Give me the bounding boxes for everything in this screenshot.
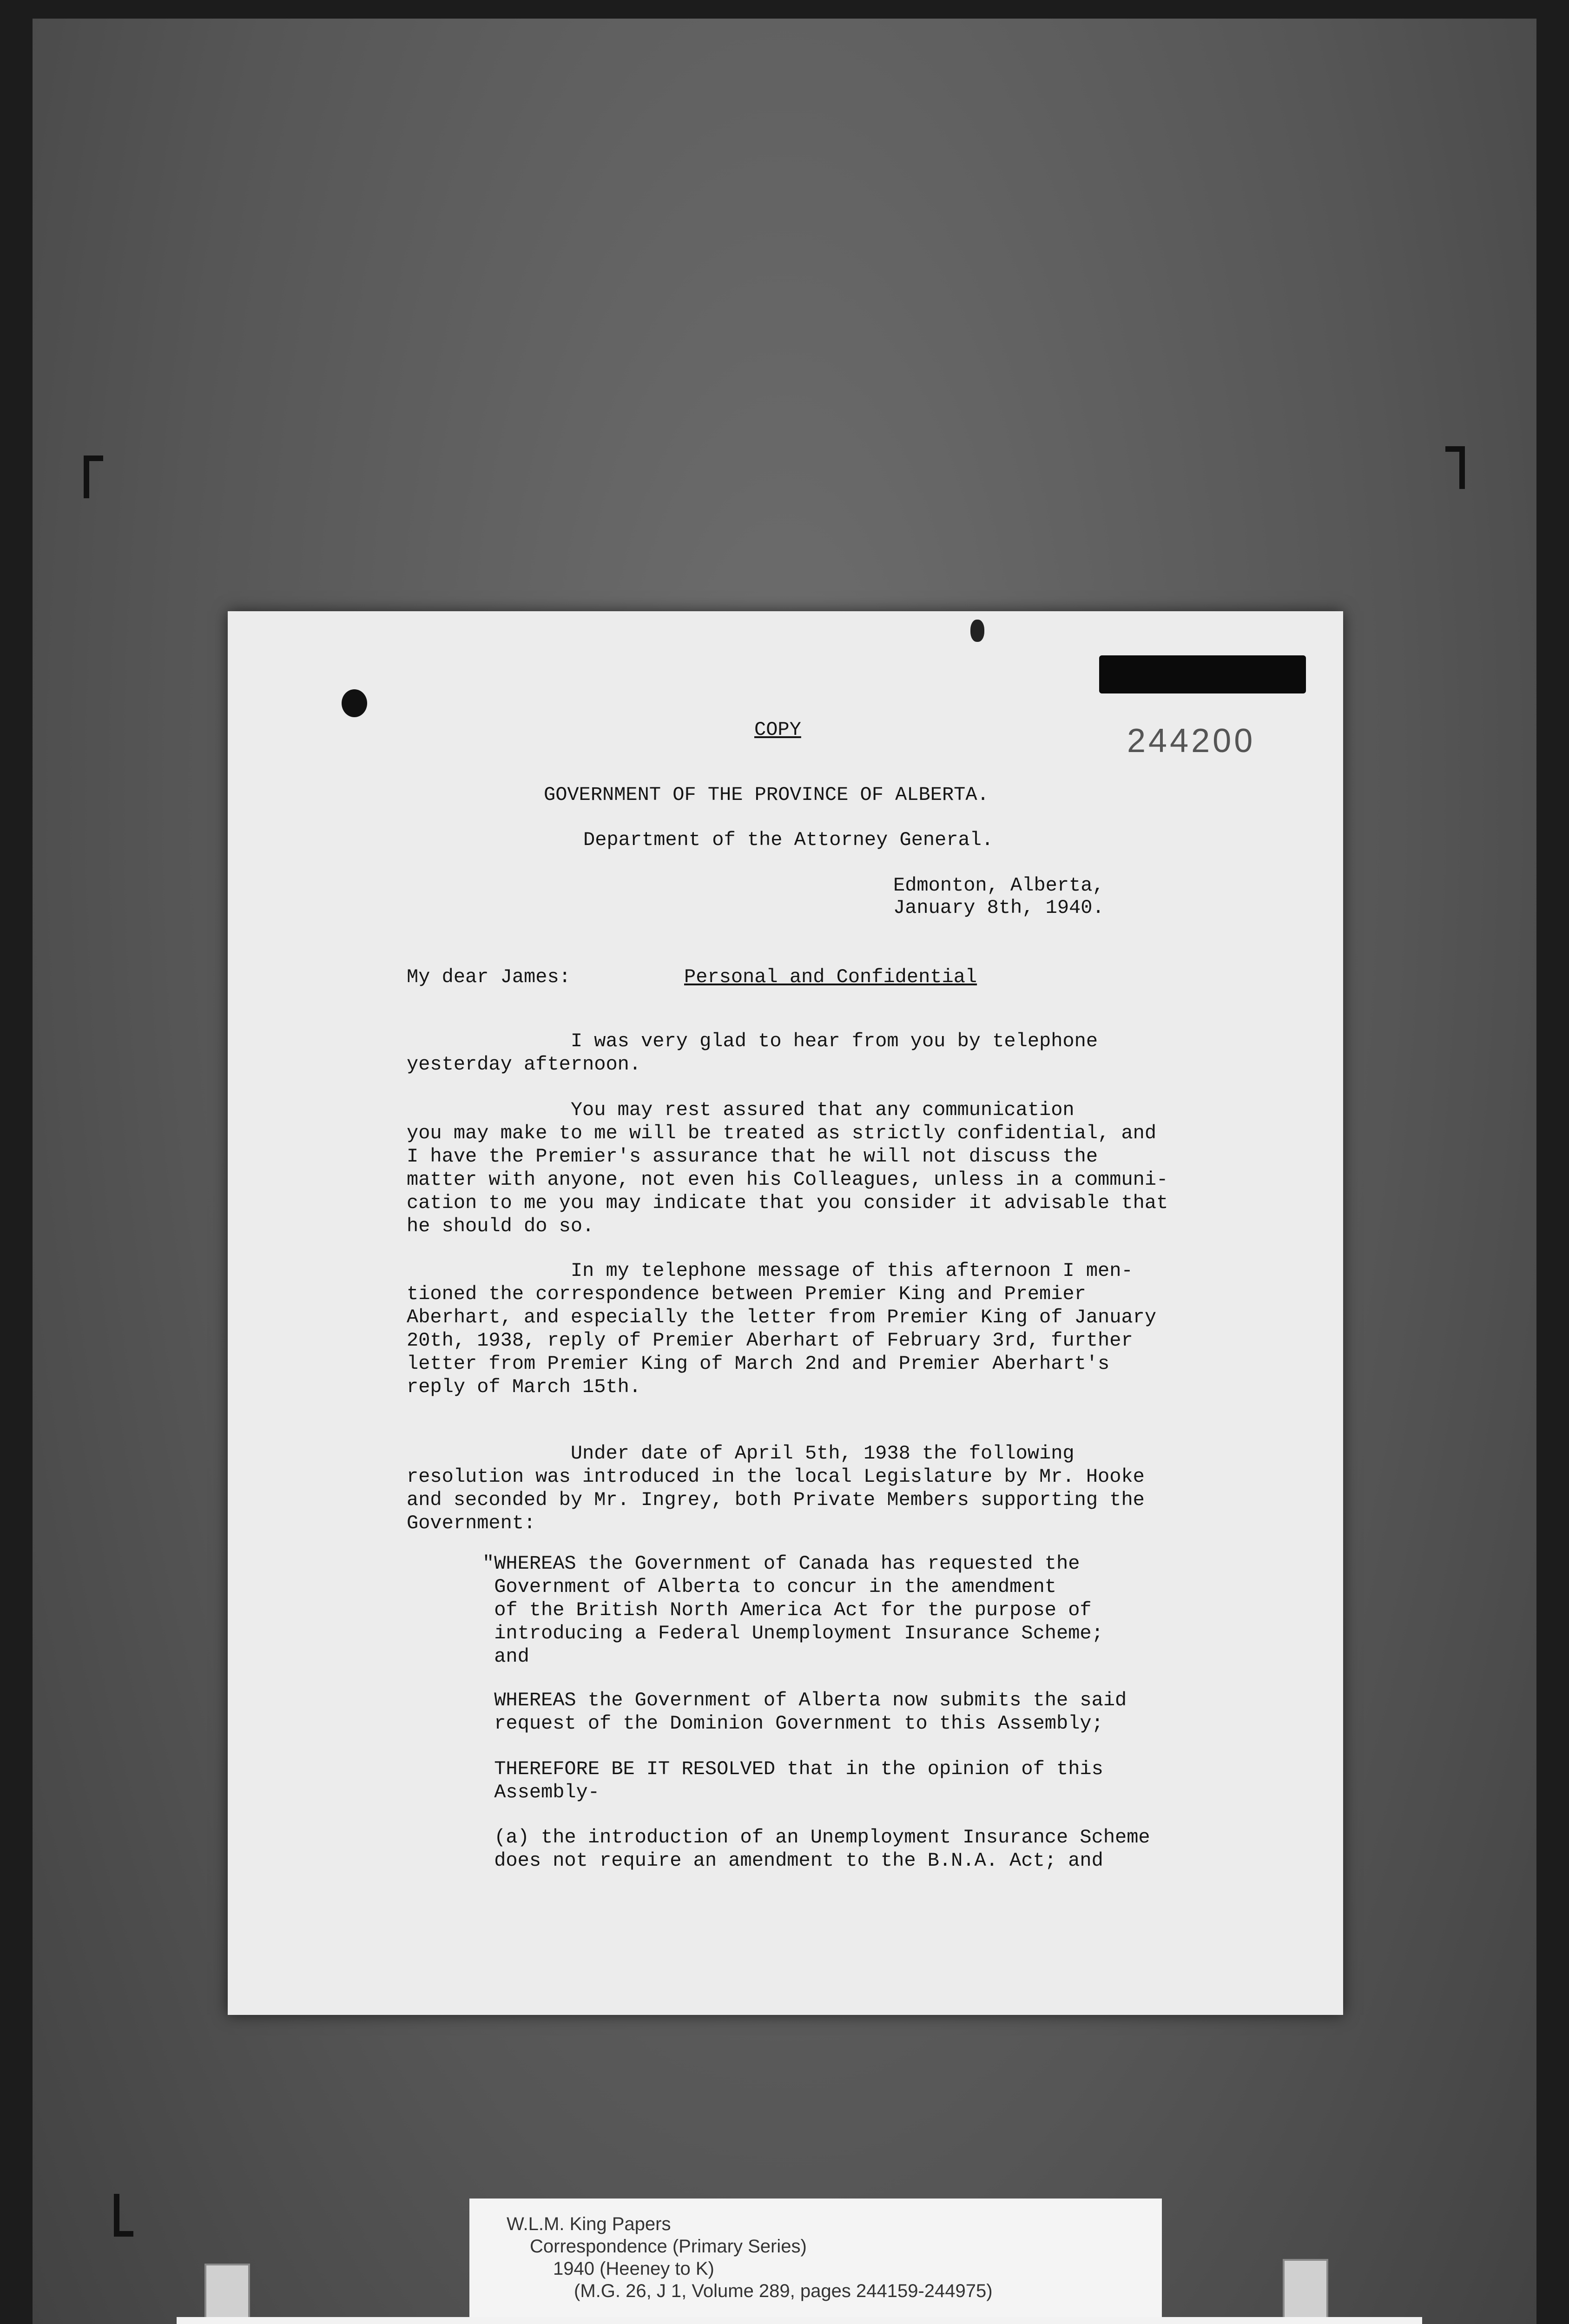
resolution-clause: (a) the introduction of an Unemployment Insurance Scheme does not require an amendment to the B.N.A. Act; and	[494, 1826, 1150, 1872]
slip-line: W.L.M. King Papers	[507, 2214, 671, 2234]
paragraph: In my telephone message of this afternoon I men- tioned the correspondence between Premier King and Premier Aberhart, and especially the letter from Premier King of January 20th, 1938, reply of Premier Aberhart of February 3rd, further letter from Premier King of March 2nd and Premier Aberhart's reply of March 15th.	[407, 1260, 1157, 1398]
slip-line: Correspondence (Primary Series)	[530, 2236, 807, 2257]
archive-label	[177, 2317, 1422, 2324]
letter-body	[228, 611, 1343, 2015]
holder-clip-left	[204, 2264, 250, 2324]
document-number: 244200	[1127, 722, 1256, 759]
letter-place: Edmonton, Alberta,	[893, 874, 1104, 897]
subject-line: Personal and Confidential	[684, 966, 977, 988]
crop-mark-bottom-left	[114, 2194, 133, 2237]
paragraph: Under date of April 5th, 1938 the following resolution was introduced in the local Legislature by Mr. Hooke and seconded by Mr. Ingrey, both Private Members supporting the Government:	[407, 1442, 1145, 1534]
archive-reference-slip	[469, 2199, 1162, 2319]
letterhead-government: GOVERNMENT OF THE PROVINCE OF ALBERTA.	[544, 784, 989, 806]
letter-sheet	[228, 611, 1343, 2015]
paragraph: You may rest assured that any communication you may make to me will be treated as strictly confidential, and I have the Premier's assurance that he will not discuss the matter with anyone, not even his Colleagues, unless in a communi- cation to me you may indicate that you consider it advisable that he should do so.	[407, 1099, 1168, 1237]
film-edge-top	[0, 0, 1569, 19]
resolution-clause: "WHEREAS the Government of Canada has requested the Government of Alberta to concur in the amendment of the British North America Act for the purpose of introducing a Federal Unemployment Insurance Scheme; and	[482, 1552, 1103, 1668]
paragraph: I was very glad to hear from you by telephone yesterday afternoon.	[407, 1030, 1098, 1076]
holder-clip-right	[1283, 2259, 1328, 2324]
slip-line: 1940 (Heeney to K)	[553, 2258, 714, 2279]
copy-label: COPY	[754, 719, 801, 741]
crop-mark-top-left	[84, 456, 103, 498]
letterhead-department: Department of the Attorney General.	[583, 829, 994, 851]
film-edge-right	[1536, 0, 1569, 2324]
salutation: My dear James:	[407, 966, 571, 988]
resolution-clause: THEREFORE BE IT RESOLVED that in the opinion of this Assembly-	[494, 1758, 1103, 1803]
crop-mark-top-right	[1445, 446, 1465, 489]
slip-line: (M.G. 26, J 1, Volume 289, pages 244159-244975)	[574, 2281, 993, 2301]
resolution-clause: WHEREAS the Government of Alberta now submits the said request of the Dominion Government to this Assembly;	[494, 1689, 1127, 1735]
film-edge-left	[0, 0, 33, 2324]
letter-date: January 8th, 1940.	[893, 897, 1104, 919]
